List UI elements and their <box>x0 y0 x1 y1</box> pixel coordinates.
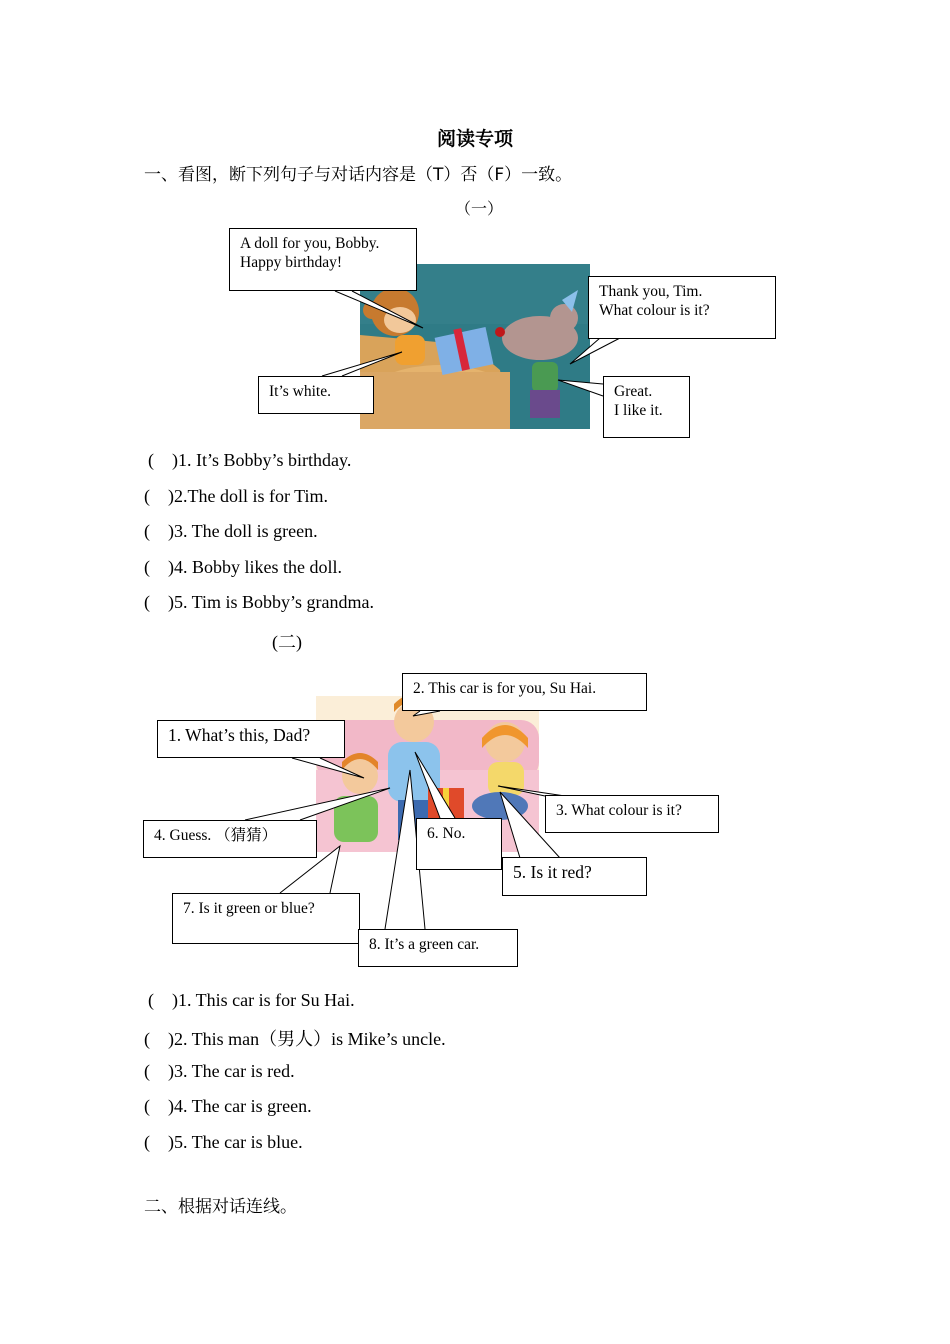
bubble-guess: 4. Guess. （猜猜） <box>143 820 317 858</box>
bubble-what-colour: 3. What colour is it? <box>545 795 719 833</box>
answer-paren-close: ) <box>168 1061 174 1081</box>
question-text: 4. Bobby likes the doll. <box>174 557 342 577</box>
question-text: 5. Tim is Bobby’s grandma. <box>174 592 375 612</box>
bubble-line: Thank you, Tim. <box>599 283 703 300</box>
answer-paren-close: ) <box>168 521 174 541</box>
answer-paren-close: ) <box>168 1132 174 1152</box>
question-text: 4. The car is green. <box>174 1096 312 1116</box>
answer-paren-open[interactable]: ( <box>144 521 150 541</box>
bubble-car-for-you: 2. This car is for you, Su Hai. <box>402 673 647 711</box>
answer-paren-close: ) <box>168 557 174 577</box>
bubble-line: I like it. <box>614 402 663 419</box>
answer-paren-open[interactable]: ( <box>144 486 150 506</box>
answer-paren-close: ) <box>168 1029 174 1049</box>
question-text: 3. The doll is green. <box>174 521 318 541</box>
bubble-line: Great. <box>614 383 653 400</box>
bubble-green-car: 8. It’s a green car. <box>358 929 518 967</box>
question-row <box>144 1061 295 1082</box>
answer-paren-close: ) <box>168 486 174 506</box>
question-row <box>144 1025 446 1051</box>
bubble-line: Happy birthday! <box>240 254 343 271</box>
bubble-is-it-red: 5. Is it red? <box>502 857 647 896</box>
answer-paren-close: ) <box>168 592 174 612</box>
question-row <box>144 1096 312 1117</box>
section1-instruction: 一、看图，断下列句子与对话内容是（T）否（F）一致。 <box>144 165 573 185</box>
question-row <box>144 1132 303 1153</box>
answer-paren-open[interactable]: ( <box>144 1132 150 1152</box>
question-text: 3. The car is red. <box>174 1061 295 1081</box>
part2-label: (二) <box>272 632 302 652</box>
answer-paren-open[interactable]: ( <box>144 1096 150 1116</box>
answer-paren-open[interactable]: ( <box>144 557 150 577</box>
answer-paren-open[interactable]: ( <box>144 1029 150 1049</box>
question-row <box>148 990 355 1011</box>
section2-instruction: 二、根据对话连线。 <box>144 1197 297 1217</box>
bubble-no: 6. No. <box>416 818 502 870</box>
part1-label: （一） <box>455 199 504 218</box>
answer-paren-close: ) <box>172 990 178 1010</box>
bubble-line: A doll for you, Bobby. <box>240 235 380 252</box>
answer-paren-close: ) <box>168 1096 174 1116</box>
answer-paren-open[interactable]: ( <box>144 1061 150 1081</box>
answer-paren-open[interactable]: ( <box>148 990 154 1010</box>
answer-paren-open[interactable]: ( <box>144 592 150 612</box>
answer-paren-close: ) <box>172 450 178 470</box>
page-title: 阅读专项 <box>436 128 513 150</box>
question-text: 1. This car is for Su Hai. <box>178 990 355 1010</box>
question-text: 1. It’s Bobby’s birthday. <box>178 450 352 470</box>
bubble-line: What colour is it? <box>599 302 710 319</box>
bubble-green-or-blue: 7. Is it green or blue? <box>172 893 360 944</box>
bubble-line: It’s white. <box>269 383 331 400</box>
bubble-whats-this: 1. What’s this, Dad? <box>157 720 345 758</box>
question-text: 2.The doll is for Tim. <box>174 486 329 506</box>
question-text: 5. The car is blue. <box>174 1132 303 1152</box>
question-text: 2. This man（男人）is Mike’s uncle. <box>174 1029 446 1049</box>
answer-paren-open[interactable]: ( <box>148 450 154 470</box>
